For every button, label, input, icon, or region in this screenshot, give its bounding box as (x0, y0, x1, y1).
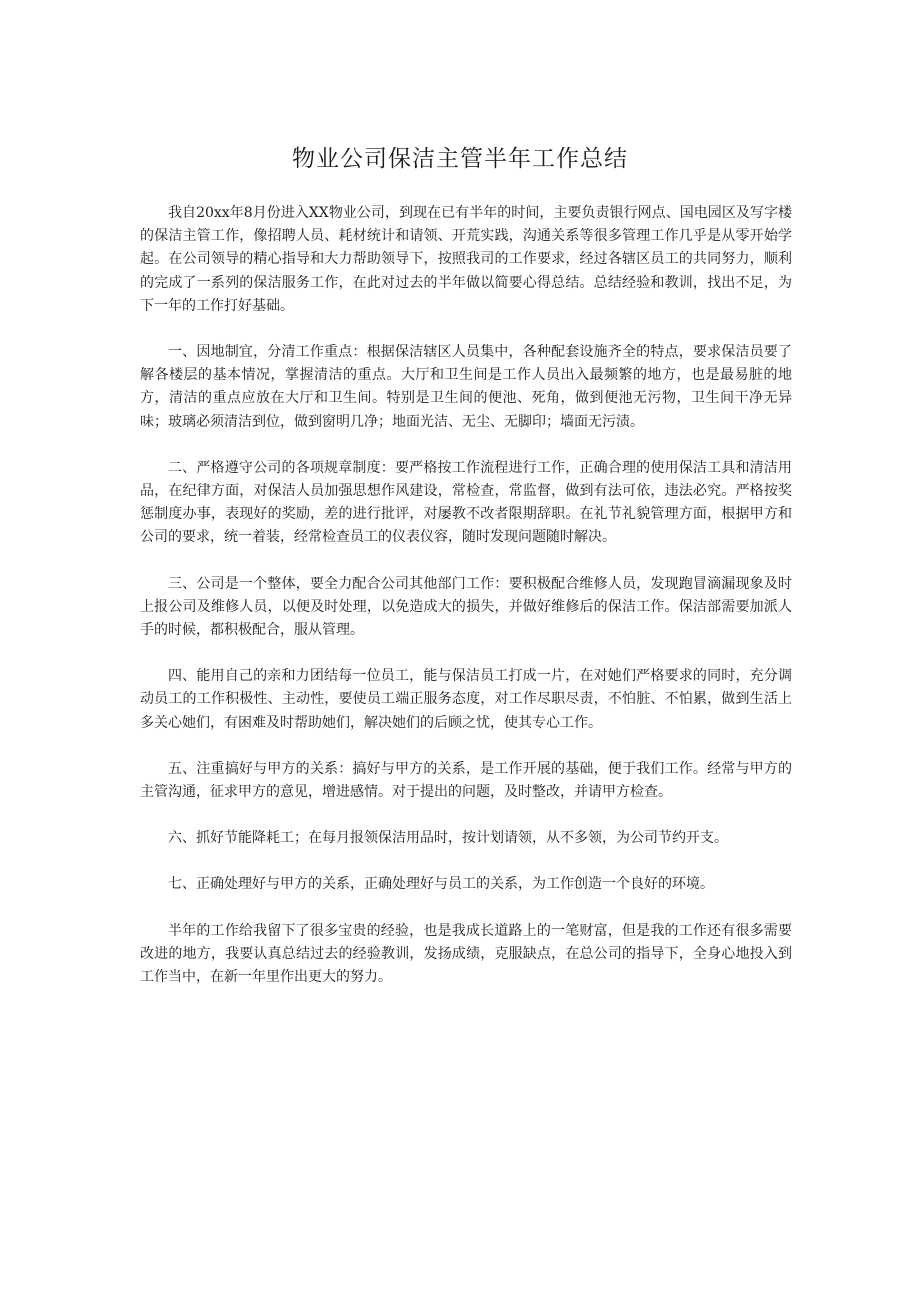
paragraph-section-7: 七、正确处理好与甲方的关系，正确处理好与员工的关系，为工作创造一个良好的环境。 (168, 876, 714, 893)
paragraph-intro: 我自20xx年8月份进入XX物业公司，到现在已有半年的时间，主要负责银行网点、国电园区及写字楼的保洁主管工作，像招聘人员、耗材统计和请领、开荒实践，沟通关系等很多管理工作几乎是从零开始学起。在公司领导的精心指导和大力帮助领导下，按照我司的工作要求，经过各辖区员工的共同努力，顺利的完成了一系列的保洁服务工作，在此对过去的半年做以简要心得总结。总结经验和教训，找出不足，为下一年的工作打好基础。 (140, 205, 792, 314)
document-title: 物业公司保洁主管半年工作总结 (292, 146, 628, 172)
paragraph-section-3: 三、公司是一个整体，要全力配合公司其他部门工作：要积极配合维修人员，发现跑冒滴漏现象及时上报公司及维修人员，以便及时处理，以免造成大的损失，并做好维修后的保洁工作。保洁部需要加派人手的时候，都积极配合，服从管理。 (140, 575, 792, 639)
paragraph-section-4: 四、能用自己的亲和力团结每一位员工，能与保洁员工打成一片，在对她们严格要求的同时，充分调动员工的工作积极性、主动性，要使员工端正服务态度，对工作尽职尽责，不怕脏、不怕累，做到生活上多关心她们，有困难及时帮助她们，解决她们的后顾之忧，使其专心工作。 (140, 668, 792, 731)
paragraph-section-2: 二、严格遵守公司的各项规章制度：要严格按工作流程进行工作，正确合理的使用保洁工具和清洁用品，在纪律方面，对保洁人员加强思想作风建设，常检查，常监督，做到有法可依，违法必究。严格按奖惩制度办事，表现好的奖励，差的进行批评，对屡教不改者限期辞职。在礼节礼貌管理方面，根据甲方和公司的要求，统一着装，经常检查员工的仪表仪容，随时发现问题随时解决。 (140, 459, 792, 546)
paragraph-section-6: 六、抓好节能降耗工；在每月报领保洁用品时，按计划请领，从不多领，为公司节约开支。 (168, 830, 728, 847)
paragraph-conclusion: 半年的工作给我留下了很多宝贵的经验，也是我成长道路上的一笔财富，但是我的工作还有很多需要改进的地方，我要认真总结过去的经验教训，发扬成绩，克服缺点，在总公司的指导下，全身心地投入到工作当中，在新一年里作出更大的努力。 (140, 922, 792, 986)
paragraph-section-5: 五、注重搞好与甲方的关系：搞好与甲方的关系，是工作开展的基础，便于我们工作。经常与甲方的主管沟通，征求甲方的意见，增进感情。对于提出的问题，及时整改，并请甲方检查。 (140, 760, 792, 801)
document-body (140, 202, 792, 1012)
paragraph-section-1: 一、因地制宜，分清工作重点：根据保洁辖区人员集中，各种配套设施齐全的特点，要求保洁员要了解各楼层的基本情况，掌握清洁的重点。大厅和卫生间是工作人员出入最频繁的地方，也是最易脏的地方，清洁的重点应放在大厅和卫生间。特别是卫生间的便池、死角，做到便池无污物，卫生间干净无异味；玻璃必须清洁到位，做到窗明几净；地面光洁、无尘、无脚印；墙面无污渍。 (140, 344, 792, 430)
